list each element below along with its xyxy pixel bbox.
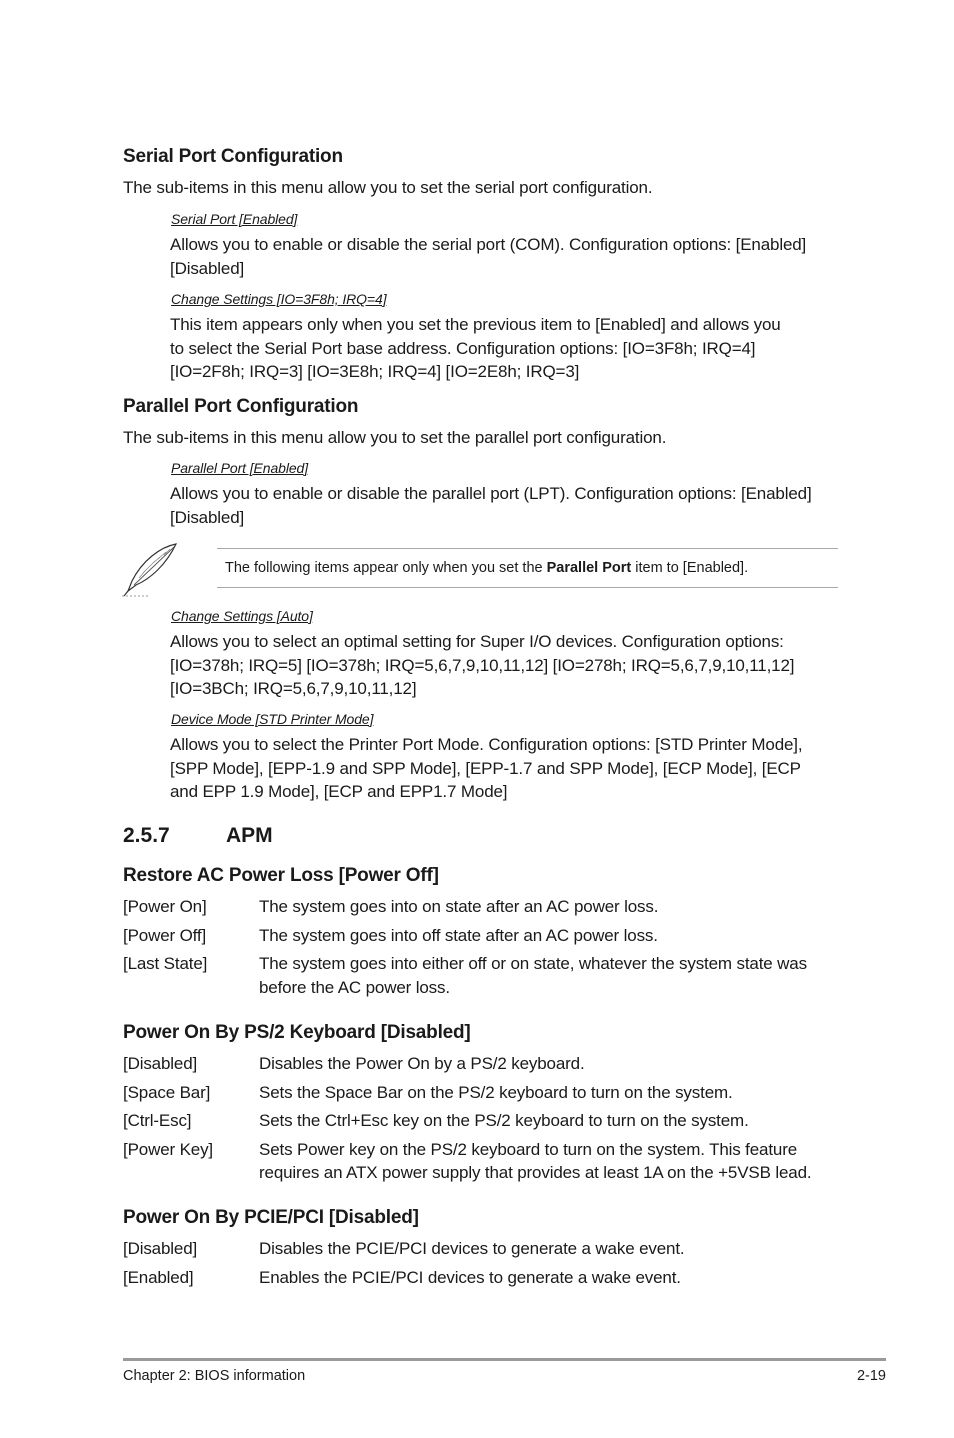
device-mode-title: Device Mode [STD Printer Mode] — [171, 711, 374, 727]
option-row — [123, 1138, 843, 1185]
option-row — [123, 1109, 843, 1133]
note-text-bold: Parallel Port — [546, 560, 632, 576]
description-line: and EPP 1.9 Mode], [ECP and EPP1.7 Mode] — [170, 782, 508, 801]
description-line: The system goes into either off or on state, whatever the system state was — [259, 954, 807, 973]
parallel-change-settings-title: Change Settings [Auto] — [171, 608, 313, 624]
description-line: Enables the PCIE/PCI devices to generate a wake event. — [259, 1267, 681, 1287]
option-description — [259, 1138, 843, 1185]
description-line: [SPP Mode], [EPP-1.9 and SPP Mode], [EPP-1.7 and SPP Mode], [ECP Mode], [ECP — [170, 758, 801, 778]
option-key: [Power Off] — [123, 925, 207, 945]
option-description — [259, 1081, 843, 1105]
description-line: Sets Power key on the PS/2 keyboard to turn on the system. This feature — [259, 1139, 798, 1159]
description-line: requires an ATX power supply that provides at least 1A on the +5VSB lead. — [259, 1163, 812, 1182]
option-description — [259, 1266, 843, 1290]
note-text — [225, 560, 748, 576]
serial-change-settings-title: Change Settings [IO=3F8h; IRQ=4] — [171, 291, 387, 307]
description-line: The system goes into on state after an AC power loss. — [259, 897, 659, 916]
note-top-rule — [217, 548, 838, 549]
description-line: Allows you to select the Printer Port Mode. Configuration options: [STD Printer Mode], — [170, 735, 803, 754]
option-description — [259, 1237, 843, 1261]
note-text-start: The following items appear only when you set the — [225, 560, 547, 576]
option-row — [123, 1266, 843, 1290]
restore-ac-power-heading: Restore AC Power Loss [Power Off] — [123, 865, 439, 886]
description-line: [Disabled] — [170, 507, 245, 527]
pcie-pci-options — [123, 1237, 843, 1289]
description-line: This item appears only when you set the previous item to [Enabled] and allows you — [170, 315, 781, 334]
description-line: Disables the PCIE/PCI devices to generate a wake event. — [259, 1239, 685, 1258]
option-description — [259, 952, 843, 999]
footer-chapter: Chapter 2: BIOS information — [123, 1368, 306, 1384]
description-line: [Disabled] — [170, 258, 245, 278]
section-number: 2.5.7 — [123, 824, 170, 847]
description-line: to select the Serial Port base address. Configuration options: [IO=3F8h; IRQ=4] — [170, 338, 756, 358]
option-row — [123, 1237, 843, 1261]
serial-port-intro: The sub-items in this menu allow you to set the serial port configuration. — [123, 178, 653, 197]
option-row — [123, 952, 843, 999]
option-key: [Power On] — [123, 897, 207, 916]
pen-nib-icon — [120, 541, 182, 599]
option-key: [Ctrl-Esc] — [123, 1111, 192, 1130]
parallel-port-item-description — [170, 482, 812, 529]
note-bottom-rule — [217, 587, 838, 588]
option-description — [259, 895, 843, 919]
device-mode-description — [170, 733, 802, 804]
pcie-pci-heading: Power On By PCIE/PCI [Disabled] — [123, 1207, 419, 1228]
description-line: Sets the Space Bar on the PS/2 keyboard to turn on the system. — [259, 1082, 733, 1102]
serial-port-heading: Serial Port Configuration — [123, 146, 343, 167]
option-row — [123, 895, 843, 919]
option-key: [Disabled] — [123, 1054, 198, 1073]
parallel-port-heading: Parallel Port Configuration — [123, 396, 359, 417]
option-description — [259, 1052, 843, 1076]
option-row — [123, 1052, 843, 1076]
ps2-keyboard-heading: Power On By PS/2 Keyboard [Disabled] — [123, 1022, 471, 1043]
section-title: APM — [226, 824, 273, 847]
serial-change-settings-description — [170, 313, 781, 384]
option-key: [Space Bar] — [123, 1082, 211, 1102]
parallel-port-intro: The sub-items in this menu allow you to set the parallel port configuration. — [123, 428, 667, 447]
option-description — [259, 1109, 843, 1133]
description-line: [IO=3BCh; IRQ=5,6,7,9,10,11,12] — [170, 679, 417, 698]
description-line: Sets the Ctrl+Esc key on the PS/2 keyboard to turn on the system. — [259, 1111, 749, 1130]
description-line: Allows you to enable or disable the serial port (COM). Configuration options: [Enabled] — [170, 235, 807, 254]
description-line: The system goes into off state after an AC power loss. — [259, 925, 658, 945]
option-row — [123, 924, 843, 948]
description-line: before the AC power loss. — [259, 977, 450, 997]
description-line: Allows you to select an optimal setting for Super I/O devices. Configuration options: — [170, 632, 784, 651]
parallel-port-item-title: Parallel Port [Enabled] — [171, 460, 309, 476]
restore-ac-power-options — [123, 895, 843, 999]
description-line: Disables the Power On by a PS/2 keyboard. — [259, 1054, 585, 1073]
parallel-change-settings-description — [170, 630, 794, 701]
option-key: [Last State] — [123, 954, 208, 973]
footer-page-number: 2-19 — [856, 1368, 886, 1384]
option-key: [Disabled] — [123, 1239, 198, 1258]
option-row — [123, 1081, 843, 1105]
description-line: [IO=378h; IRQ=5] [IO=378h; IRQ=5,6,7,9,10,11,12] [IO=278h; IRQ=5,6,7,9,10,11,12] — [170, 655, 795, 675]
description-line: Allows you to enable or disable the parallel port (LPT). Configuration options: [Enabled] — [170, 484, 812, 503]
note-text-end: item to [Enabled]. — [631, 560, 749, 576]
option-key: [Power Key] — [123, 1139, 213, 1159]
footer-rule — [123, 1358, 886, 1361]
description-line: [IO=2F8h; IRQ=3] [IO=3E8h; IRQ=4] [IO=2E8h; IRQ=3] — [170, 362, 580, 381]
option-description — [259, 924, 843, 948]
option-key: [Enabled] — [123, 1267, 194, 1287]
serial-port-item-description — [170, 233, 806, 280]
ps2-keyboard-options — [123, 1052, 843, 1185]
serial-port-item-title: Serial Port [Enabled] — [171, 211, 298, 227]
